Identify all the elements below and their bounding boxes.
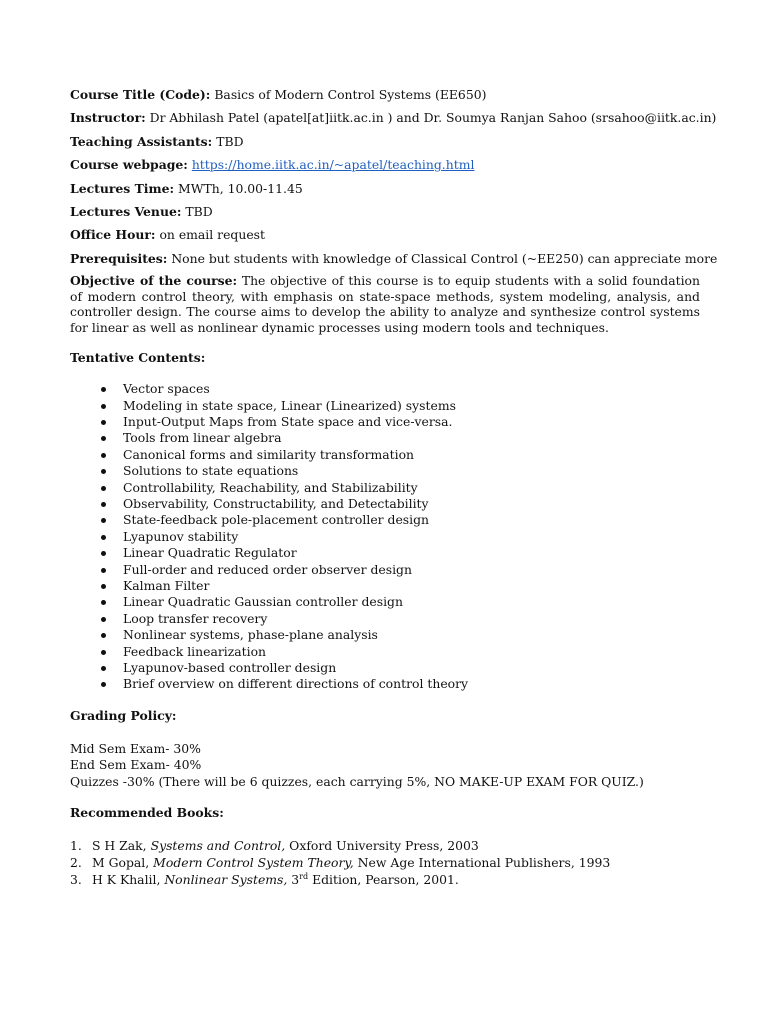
list-item: Linear Quadratic Gaussian controller design: [70, 594, 700, 610]
office-hour-value: on email request: [159, 227, 266, 243]
contents-list: [70, 381, 700, 693]
bullet-icon: [101, 600, 106, 605]
lectures-venue-line: [70, 203, 700, 221]
course-title-line: [70, 86, 700, 104]
book-author: H K Khalil,: [92, 871, 161, 887]
grading-policy: [70, 741, 700, 790]
bullet-icon: [101, 633, 106, 638]
webpage-line: [70, 156, 700, 174]
books-heading: Recommended Books:: [70, 805, 224, 821]
book-item: [70, 855, 700, 872]
bullet-icon: [101, 387, 106, 392]
prerequisites-line: [70, 250, 718, 268]
book-edition-suffix: rd: [299, 871, 309, 881]
instructor-value: Dr Abhilash Patel (apatel[at]iitk.ac.in ) and Dr. Soumya Ranjan Sahoo (srsahoo@iitk.ac.in): [149, 110, 717, 126]
bullet-icon: [101, 453, 106, 458]
lectures-time-value: MWTh, 10.00-11.45: [178, 180, 303, 196]
book-publisher: Oxford University Press, 2003: [289, 838, 479, 854]
bullet-icon: [101, 535, 106, 540]
list-item: Canonical forms and similarity transformation: [70, 447, 700, 463]
book-number: 1.: [70, 838, 82, 854]
list-item: Tools from linear algebra: [70, 430, 700, 446]
book-author: M Gopal,: [92, 854, 150, 870]
bullet-icon: [101, 551, 106, 556]
list-item: Feedback linearization: [70, 644, 700, 660]
bullet-icon: [101, 436, 106, 441]
list-item: Input-Output Maps from State space and vice-versa.: [70, 414, 700, 430]
office-hour-line: [70, 226, 700, 244]
grading-heading: Grading Policy:: [70, 707, 177, 723]
lectures-time-line: [70, 180, 700, 198]
lectures-venue-value: TBD: [185, 203, 213, 219]
bullet-icon: [101, 682, 106, 687]
book-edition: 3: [291, 871, 300, 887]
list-item: Kalman Filter: [70, 578, 700, 594]
list-item: State-feedback pole-placement controller design: [70, 512, 700, 528]
list-item: Full-order and reduced order observer design: [70, 562, 700, 578]
book-title: Modern Control System Theory,: [153, 854, 354, 870]
bullet-icon: [101, 617, 106, 622]
ta-line: [70, 133, 700, 151]
book-publisher: New Age International Publishers, 1993: [357, 854, 611, 870]
book-item: [70, 838, 700, 855]
list-item: Lyapunov stability: [70, 529, 700, 545]
book-title: Nonlinear Systems,: [164, 871, 288, 887]
objective-paragraph: [70, 273, 700, 335]
bullet-icon: [101, 666, 106, 671]
bullet-icon: [101, 584, 106, 589]
objective-label: Objective of the course:: [70, 273, 238, 289]
webpage-label: Course webpage:: [70, 157, 188, 173]
lectures-venue-label: Lectures Venue:: [70, 203, 182, 219]
ta-value: TBD: [216, 133, 244, 149]
book-number: 3.: [70, 871, 82, 887]
list-item: Nonlinear systems, phase-plane analysis: [70, 627, 700, 643]
book-author: S H Zak,: [92, 838, 147, 854]
instructor-line: [70, 109, 717, 127]
bullet-icon: [101, 486, 106, 491]
bullet-icon: [101, 518, 106, 523]
bullet-icon: [101, 568, 106, 573]
list-item: Modeling in state space, Linear (Linearized) systems: [70, 398, 700, 414]
prerequisites-label: Prerequisites:: [70, 250, 168, 266]
bullet-icon: [101, 404, 106, 409]
list-item: Lyapunov-based controller design: [70, 660, 700, 676]
book-publisher: Edition, Pearson, 2001.: [312, 871, 459, 887]
book-item: [70, 872, 700, 889]
list-item: Observability, Constructability, and Detectability: [70, 496, 700, 512]
course-title-value: Basics of Modern Control Systems (EE650): [214, 87, 487, 102]
grading-midsem: Mid Sem Exam- 30%: [70, 740, 201, 756]
office-hour-label: Office Hour:: [70, 227, 156, 243]
bullet-icon: [101, 650, 106, 655]
bullet-icon: [101, 420, 106, 425]
list-item: Solutions to state equations: [70, 463, 700, 479]
grading-quizzes: Quizzes -30% (There will be 6 quizzes, each carrying 5%, NO MAKE-UP EXAM FOR QUIZ.): [70, 773, 644, 789]
list-item: Linear Quadratic Regulator: [70, 545, 700, 561]
ta-label: Teaching Assistants:: [70, 133, 213, 149]
list-item: Brief overview on different directions of control theory: [70, 676, 700, 692]
book-title: Systems and Control,: [150, 838, 286, 854]
course-webpage-link[interactable]: https://home.iitk.ac.in/~apatel/teaching.html: [191, 157, 475, 173]
objective-text: The objective of this course is to equip students with a solid foundation of modern control theory, with emphasis on state-space methods, system modeling, analysis, and controller design. The course aims to develop the ability to analyze and synthesize control systems for linear as well as nonlinear dynamic processes using modern tools and techniques.: [70, 273, 700, 335]
course-title-label: Course Title (Code):: [70, 87, 211, 102]
lectures-time-label: Lectures Time:: [70, 180, 175, 196]
bullet-icon: [101, 502, 106, 507]
grading-endsem: End Sem Exam- 40%: [70, 757, 202, 773]
prerequisites-value: None but students with knowledge of Classical Control (~EE250) can appreciate more: [171, 250, 718, 266]
list-item: Controllability, Reachability, and Stabilizability: [70, 480, 700, 496]
books-list: [70, 838, 700, 888]
instructor-label: Instructor:: [70, 110, 146, 126]
list-item: Vector spaces: [70, 381, 700, 397]
bullet-icon: [101, 469, 106, 474]
book-number: 2.: [70, 854, 82, 870]
list-item: Loop transfer recovery: [70, 611, 700, 627]
course-document: [70, 86, 718, 888]
contents-heading: Tentative Contents:: [70, 350, 206, 366]
